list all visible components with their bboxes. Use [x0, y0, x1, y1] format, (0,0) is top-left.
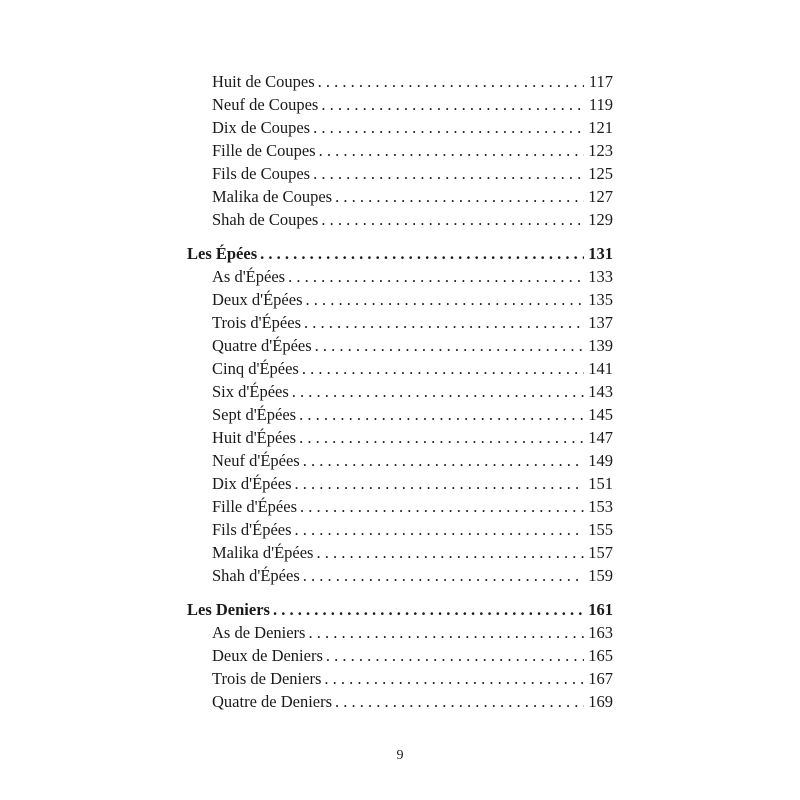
toc-entry-page: 123 — [588, 141, 613, 160]
toc-entry[interactable] — [187, 116, 613, 139]
toc-entry-title: Neuf d'Épées — [212, 451, 300, 470]
toc-entry-page: 135 — [588, 290, 613, 309]
toc-entry[interactable] — [187, 265, 613, 288]
dot-leader — [335, 690, 584, 713]
toc-entry-title: Fille d'Épées — [212, 497, 297, 516]
toc-entry[interactable] — [187, 334, 613, 357]
dot-leader — [318, 70, 584, 93]
toc-entry-title: As de Deniers — [212, 623, 306, 642]
toc-entry[interactable] — [187, 449, 613, 472]
toc-entry-page: 143 — [588, 382, 613, 401]
toc-section-title: Les Épées — [187, 244, 258, 263]
toc-entry[interactable] — [187, 541, 613, 564]
toc-entry-page: 151 — [588, 474, 613, 493]
dot-leader — [303, 564, 584, 587]
toc-entry-title: Trois de Deniers — [212, 669, 322, 688]
toc-entry[interactable] — [187, 495, 613, 518]
toc-entry[interactable] — [187, 667, 613, 690]
toc-entry-title: Malika de Coupes — [212, 187, 333, 206]
toc-entry-page: 125 — [588, 164, 613, 183]
toc-entry[interactable] — [187, 690, 613, 713]
toc-entry-title: Six d'Épées — [212, 382, 289, 401]
dot-leader — [316, 541, 584, 564]
toc-entry-title: Trois d'Épées — [212, 313, 301, 332]
toc-entry-title: Quatre d'Épées — [212, 336, 312, 355]
dot-leader — [300, 495, 584, 518]
toc-entry-title: Deux de Deniers — [212, 646, 323, 665]
dot-leader — [295, 518, 584, 541]
toc-entry-page: 139 — [588, 336, 613, 355]
toc-entry-title: Shah d'Épées — [212, 566, 300, 585]
toc-entry-page: 169 — [588, 692, 613, 711]
toc-entry[interactable] — [187, 564, 613, 587]
toc-entry-title: Malika d'Épées — [212, 543, 314, 562]
toc-entry-page: 155 — [588, 520, 613, 539]
table-of-contents — [187, 70, 613, 713]
toc-section-title: Les Deniers — [187, 600, 270, 619]
toc-entry-title: As d'Épées — [212, 267, 286, 286]
dot-leader — [335, 185, 584, 208]
toc-entry[interactable] — [187, 380, 613, 403]
dot-leader — [288, 265, 584, 288]
dot-leader — [302, 357, 584, 380]
page-number: 9 — [396, 748, 404, 763]
dot-leader — [321, 208, 584, 231]
toc-entry-page: 117 — [588, 72, 613, 91]
toc-entry[interactable] — [187, 311, 613, 334]
toc-entry-page: 153 — [588, 497, 613, 516]
dot-leader — [304, 311, 584, 334]
dot-leader — [319, 139, 584, 162]
toc-entry-page: 133 — [588, 267, 613, 286]
toc-entry-title: Neuf de Coupes — [212, 95, 319, 114]
toc-entry[interactable] — [187, 518, 613, 541]
toc-entry-page: 137 — [588, 313, 613, 332]
toc-entry-title: Fille de Coupes — [212, 141, 316, 160]
dot-leader — [299, 426, 584, 449]
toc-entry-title: Fils de Coupes — [212, 164, 311, 183]
toc-entry-title: Shah de Coupes — [212, 210, 319, 229]
toc-entry-page: 119 — [588, 95, 613, 114]
toc-entry-title: Fils d'Épées — [212, 520, 292, 539]
toc-entry-page: 163 — [588, 623, 613, 642]
toc-section-page: 161 — [588, 600, 613, 619]
dot-leader — [295, 472, 585, 495]
toc-entry-title: Dix d'Épées — [212, 474, 292, 493]
toc-entry-page: 149 — [588, 451, 613, 470]
toc-entry[interactable] — [187, 139, 613, 162]
dot-leader — [326, 644, 584, 667]
toc-entry[interactable] — [187, 185, 613, 208]
dot-leader — [313, 116, 584, 139]
toc-entry-title: Huit de Coupes — [212, 72, 315, 91]
toc-entry-page: 167 — [588, 669, 613, 688]
dot-leader — [292, 380, 584, 403]
toc-entry-title: Quatre de Deniers — [212, 692, 333, 711]
toc-entry-page: 165 — [588, 646, 613, 665]
toc-entry[interactable] — [187, 162, 613, 185]
toc-entry[interactable] — [187, 472, 613, 495]
toc-entry-page: 147 — [588, 428, 613, 447]
toc-section-heading[interactable] — [187, 242, 613, 265]
toc-section-heading[interactable] — [187, 598, 613, 621]
toc-entry-title: Dix de Coupes — [212, 118, 311, 137]
dot-leader — [313, 162, 584, 185]
toc-entry[interactable] — [187, 288, 613, 311]
toc-entry-page: 121 — [588, 118, 613, 137]
toc-entry-page: 157 — [588, 543, 613, 562]
toc-entry-title: Cinq d'Épées — [212, 359, 299, 378]
dot-leader — [305, 288, 584, 311]
toc-entry-page: 145 — [588, 405, 613, 424]
toc-entry[interactable] — [187, 621, 613, 644]
toc-entry-page: 159 — [588, 566, 613, 585]
dot-leader — [260, 242, 584, 265]
dot-leader — [324, 667, 584, 690]
toc-entry[interactable] — [187, 426, 613, 449]
dot-leader — [321, 93, 584, 116]
toc-entry[interactable] — [187, 93, 613, 116]
toc-entry[interactable] — [187, 644, 613, 667]
toc-entry-page: 127 — [588, 187, 613, 206]
dot-leader — [273, 598, 584, 621]
toc-entry-page: 129 — [588, 210, 613, 229]
dot-leader — [299, 403, 584, 426]
dot-leader — [303, 449, 584, 472]
toc-entry-title: Sept d'Épées — [212, 405, 297, 424]
dot-leader — [308, 621, 584, 644]
toc-entry-title: Deux d'Épées — [212, 290, 303, 309]
toc-entry[interactable] — [187, 208, 613, 231]
toc-section-page: 131 — [588, 244, 613, 263]
toc-entry[interactable] — [187, 403, 613, 426]
toc-entry[interactable] — [187, 70, 613, 93]
dot-leader — [315, 334, 584, 357]
toc-entry-title: Huit d'Épées — [212, 428, 297, 447]
toc-entry[interactable] — [187, 357, 613, 380]
toc-entry-page: 141 — [588, 359, 613, 378]
